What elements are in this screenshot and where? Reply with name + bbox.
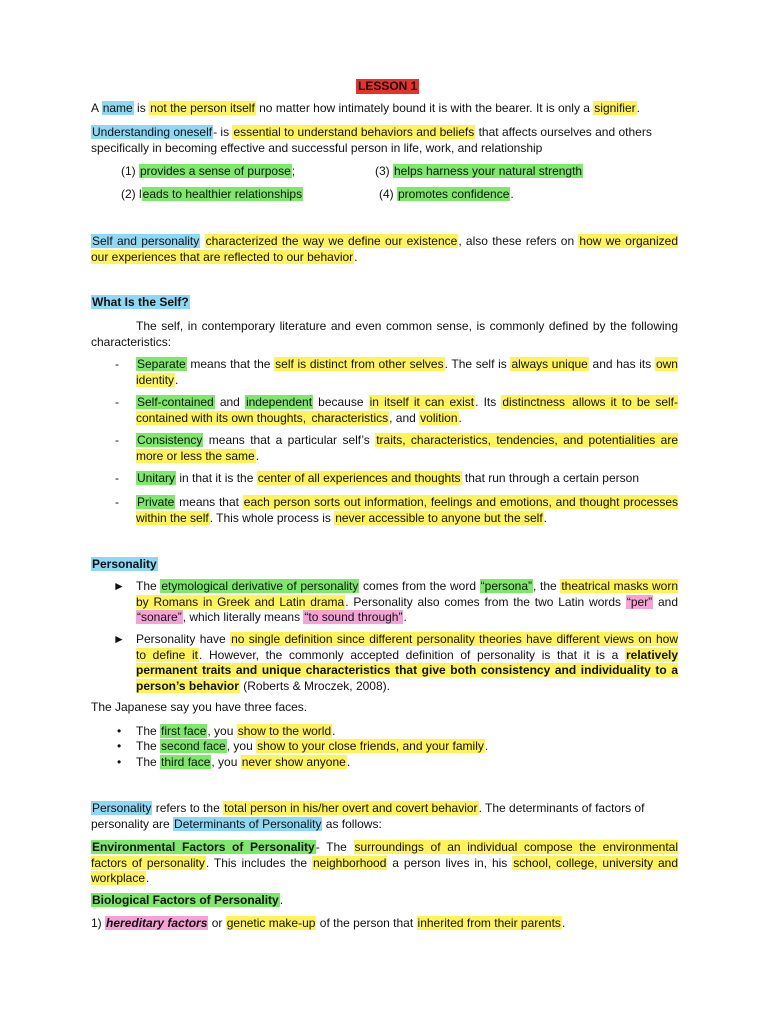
bullet-marker: •	[117, 724, 122, 738]
bullet-marker: •	[117, 755, 122, 769]
dash-marker: -	[115, 495, 119, 509]
benefit-item-4: (4) promotes confidence.	[379, 187, 514, 201]
paragraph-hereditary-factors: 1) hereditary factors or genetic make-up of the person that inherited from their parents.	[91, 916, 566, 930]
dash-marker: -	[115, 357, 119, 371]
dash-marker: -	[115, 471, 119, 485]
paragraph-personality-determinants: Personality refers to the total person in his/her overt and covert behavior. The determinants of factors of personality are Determinants of Personality as follows:	[91, 801, 645, 831]
benefit-item-3: (3) helps harness your natural strength	[375, 164, 583, 178]
heading-what-is-the-self: What Is the Self?	[92, 295, 189, 309]
benefit-item-1: (1) provides a sense of purpose;	[121, 164, 296, 178]
paragraph-self-definition: The self, in contemporary literature and even common sense, is commonly defined by the following characteristics:	[91, 319, 678, 349]
paragraph-self-and-personality: Self and personality characterized the way we define our existence, also these refers on how we organized our experiences that are reflected to our behavior.	[91, 234, 678, 264]
characteristic-unitary: Unitary in that it is the center of all experiences and thoughts that run through a certain person	[137, 471, 639, 485]
characteristic-self-contained: Self-contained and independent because in itself it can exist. Its distinctness allows it to be self-contained with its own thoughts, characteristics, and volition.	[136, 395, 678, 425]
benefit-item-2: (2) leads to healthier relationships	[121, 187, 303, 201]
personality-etymology: The etymological derivative of personality comes from the word “persona”, the theatrical masks worn by Romans in Greek and Latin drama. Personality also comes from the two Latin words “per” and “sonare”, which literally means “to sound through”.	[136, 579, 679, 624]
face-third: The third face, you never show anyone.	[136, 755, 351, 769]
arrow-marker: ►	[113, 632, 125, 646]
characteristic-consistency: Consistency means that a particular self’s traits, characteristics, tendencies, and potentialities are more or less the same.	[136, 433, 679, 463]
paragraph-name-signifier: A name is not the person itself no matter how intimately bound it is with the bearer. It is only a signifier.	[91, 101, 640, 115]
heading-biological-factors: Biological Factors of Personality.	[92, 893, 284, 907]
dash-marker: -	[115, 433, 119, 447]
paragraph-environmental-factors: Environmental Factors of Personality- The surroundings of an individual compose the environmental factors of personality. This includes the neighborhood a person lives in, his school, college, university and workplace.	[91, 840, 679, 885]
face-second: The second face, you show to your close friends, and your family.	[136, 739, 489, 753]
lesson-title: LESSON 1	[358, 79, 418, 93]
face-first: The first face, you show to the world.	[136, 724, 336, 738]
paragraph-understanding-oneself: Understanding oneself- is essential to understand behaviors and beliefs that affects ourselves and others specifically in becoming effective and successful person in life, work, and relationship	[91, 125, 652, 155]
characteristic-separate: Separate means that the self is distinct from other selves. The self is always unique and has its own identity.	[136, 357, 678, 387]
arrow-marker: ►	[113, 579, 125, 593]
heading-personality: Personality	[92, 557, 157, 571]
paragraph-three-faces: The Japanese say you have three faces.	[91, 700, 308, 714]
dash-marker: -	[115, 395, 119, 409]
bullet-marker: •	[117, 739, 122, 753]
characteristic-private: Private means that each person sorts out information, feelings and emotions, and thought processes within the self. This whole process is never accessible to anyone but the self.	[136, 495, 678, 525]
personality-definition: Personality have no single definition since different personality theories have different views on how to define it. However, the commonly accepted definition of personality is that it is a relatively permanent traits and unique characteristics that give both consistency and individuality to a person’s behavior (Roberts & Mroczek, 2008).	[136, 632, 679, 693]
